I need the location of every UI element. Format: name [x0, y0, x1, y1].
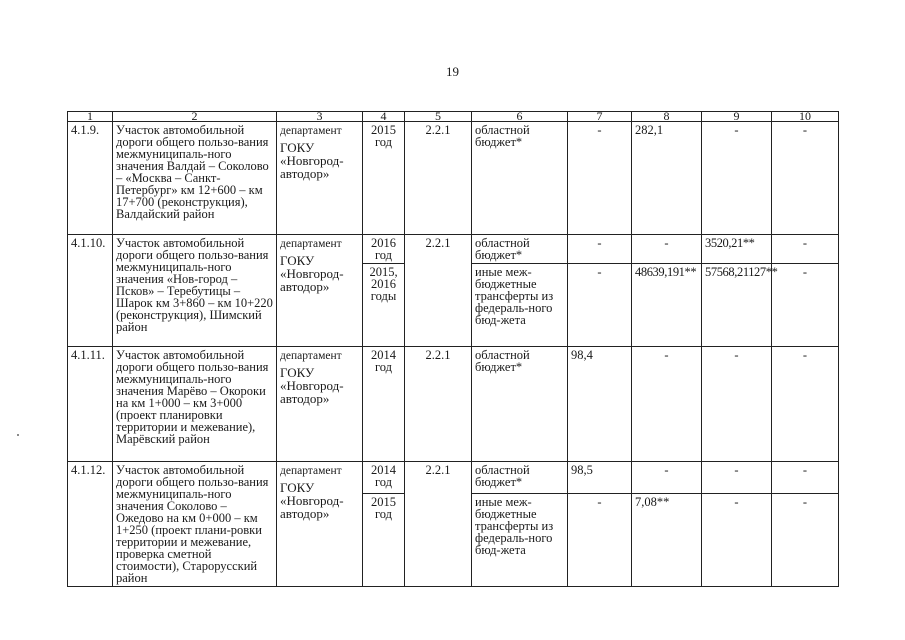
- col-header-9: 9: [702, 112, 772, 122]
- row-number: 4.1.12.: [68, 462, 113, 587]
- year-cell: 2014 год: [363, 347, 405, 462]
- value-2014: -: [568, 493, 632, 586]
- funding-source: областной бюджет*: [472, 122, 568, 235]
- col-header-2: 2: [113, 112, 277, 122]
- funding-source: областной бюджет*: [472, 235, 568, 264]
- funding-source: областной бюджет*: [472, 462, 568, 494]
- funding-source: областной бюджет*: [472, 347, 568, 462]
- value-col-10: -: [772, 264, 839, 347]
- value-2016: -: [702, 347, 772, 462]
- executor-department: департамент: [280, 350, 342, 362]
- row-number: 4.1.11.: [68, 347, 113, 462]
- value-col-10: -: [772, 462, 839, 494]
- value-2016: -: [702, 493, 772, 586]
- task-code: 2.2.1: [405, 235, 472, 347]
- col-header-10: 10: [772, 112, 839, 122]
- object-description: Участок автомобильной дороги общего пользо-вания межмуниципаль-ного значения Марёво – Окороки на км 1+000 – км 3+000 (проект планировки территории и межевание), Марёвский район: [113, 347, 277, 462]
- table-row: [68, 122, 839, 235]
- task-code: 2.2.1: [405, 347, 472, 462]
- executor-agency: ГОКУ «Новгород-автодор»: [280, 140, 344, 181]
- value-2015: 282,1: [632, 122, 702, 235]
- col-header-5: 5: [405, 112, 472, 122]
- col-header-3: 3: [277, 112, 363, 122]
- value-2014: -: [568, 122, 632, 235]
- col-header-8: 8: [632, 112, 702, 122]
- value-2016: -: [702, 462, 772, 494]
- value-2015: -: [632, 462, 702, 494]
- value-2016: 3520,21**: [702, 235, 772, 264]
- col-header-7: 7: [568, 112, 632, 122]
- year-cell: 2015 год: [363, 493, 405, 586]
- executor: [277, 235, 363, 347]
- value-col-10: -: [772, 493, 839, 586]
- executor-agency: ГОКУ «Новгород-автодор»: [280, 253, 344, 294]
- executor-agency: ГОКУ «Новгород-автодор»: [280, 365, 344, 406]
- scan-speck: [17, 434, 19, 436]
- object-description: Участок автомобильной дороги общего пользо-вания межмуниципаль-ного значения Валдай – Соколово – «Москва – Санкт-Петербург» км 12+600 – км 17+700 (реконструкция), Валдайский район: [113, 122, 277, 235]
- value-2015: 48639,191**: [632, 264, 702, 347]
- year-cell: 2015 год: [363, 122, 405, 235]
- value-2015: -: [632, 235, 702, 264]
- value-2016: -: [702, 122, 772, 235]
- table-row: [68, 347, 839, 462]
- value-2014: -: [568, 235, 632, 264]
- header-row: [68, 112, 839, 122]
- executor: [277, 347, 363, 462]
- task-code: 2.2.1: [405, 462, 472, 587]
- object-description: Участок автомобильной дороги общего пользо-вания межмуниципаль-ного значения «Нов-город – Псков» – Теребутицы – Шарок км 3+860 – км 10+220 (реконструкция), Шимский район: [113, 235, 277, 347]
- year-cell: 2015, 2016 годы: [363, 264, 405, 347]
- executor: [277, 122, 363, 235]
- col-header-6: 6: [472, 112, 568, 122]
- col-header-4: 4: [363, 112, 405, 122]
- value-2014: 98,5: [568, 462, 632, 494]
- value-2016: 57568,21127**: [702, 264, 772, 347]
- table-row: [68, 462, 839, 494]
- value-2014: 98,4: [568, 347, 632, 462]
- col-header-1: 1: [68, 112, 113, 122]
- value-2014: -: [568, 264, 632, 347]
- value-col-10: -: [772, 235, 839, 264]
- value-col-10: -: [772, 347, 839, 462]
- program-table: [67, 111, 839, 587]
- year-cell: 2014 год: [363, 462, 405, 494]
- value-2015: 7,08**: [632, 493, 702, 586]
- executor-department: департамент: [280, 125, 342, 137]
- executor-department: департамент: [280, 238, 342, 250]
- funding-source: иные меж-бюджетные трансферты из федераль-ного бюд-жета: [472, 493, 568, 586]
- executor-department: департамент: [280, 465, 342, 477]
- object-description: Участок автомобильной дороги общего пользо-вания межмуниципаль-ного значения Соколово – Ожедово на км 0+000 – км 1+250 (проект плани-ровки территории и межевание, проверка сметной стоимости), Старорусский район: [113, 462, 277, 587]
- funding-source: иные меж-бюджетные трансферты из федераль-ного бюд-жета: [472, 264, 568, 347]
- value-col-10: -: [772, 122, 839, 235]
- executor-agency: ГОКУ «Новгород-автодор»: [280, 480, 344, 521]
- table-row: [68, 235, 839, 264]
- row-number: 4.1.10.: [68, 235, 113, 347]
- page-number: 19: [446, 64, 459, 79]
- year-cell: 2016 год: [363, 235, 405, 264]
- task-code: 2.2.1: [405, 122, 472, 235]
- row-number: 4.1.9.: [68, 122, 113, 235]
- value-2015: -: [632, 347, 702, 462]
- executor: [277, 462, 363, 587]
